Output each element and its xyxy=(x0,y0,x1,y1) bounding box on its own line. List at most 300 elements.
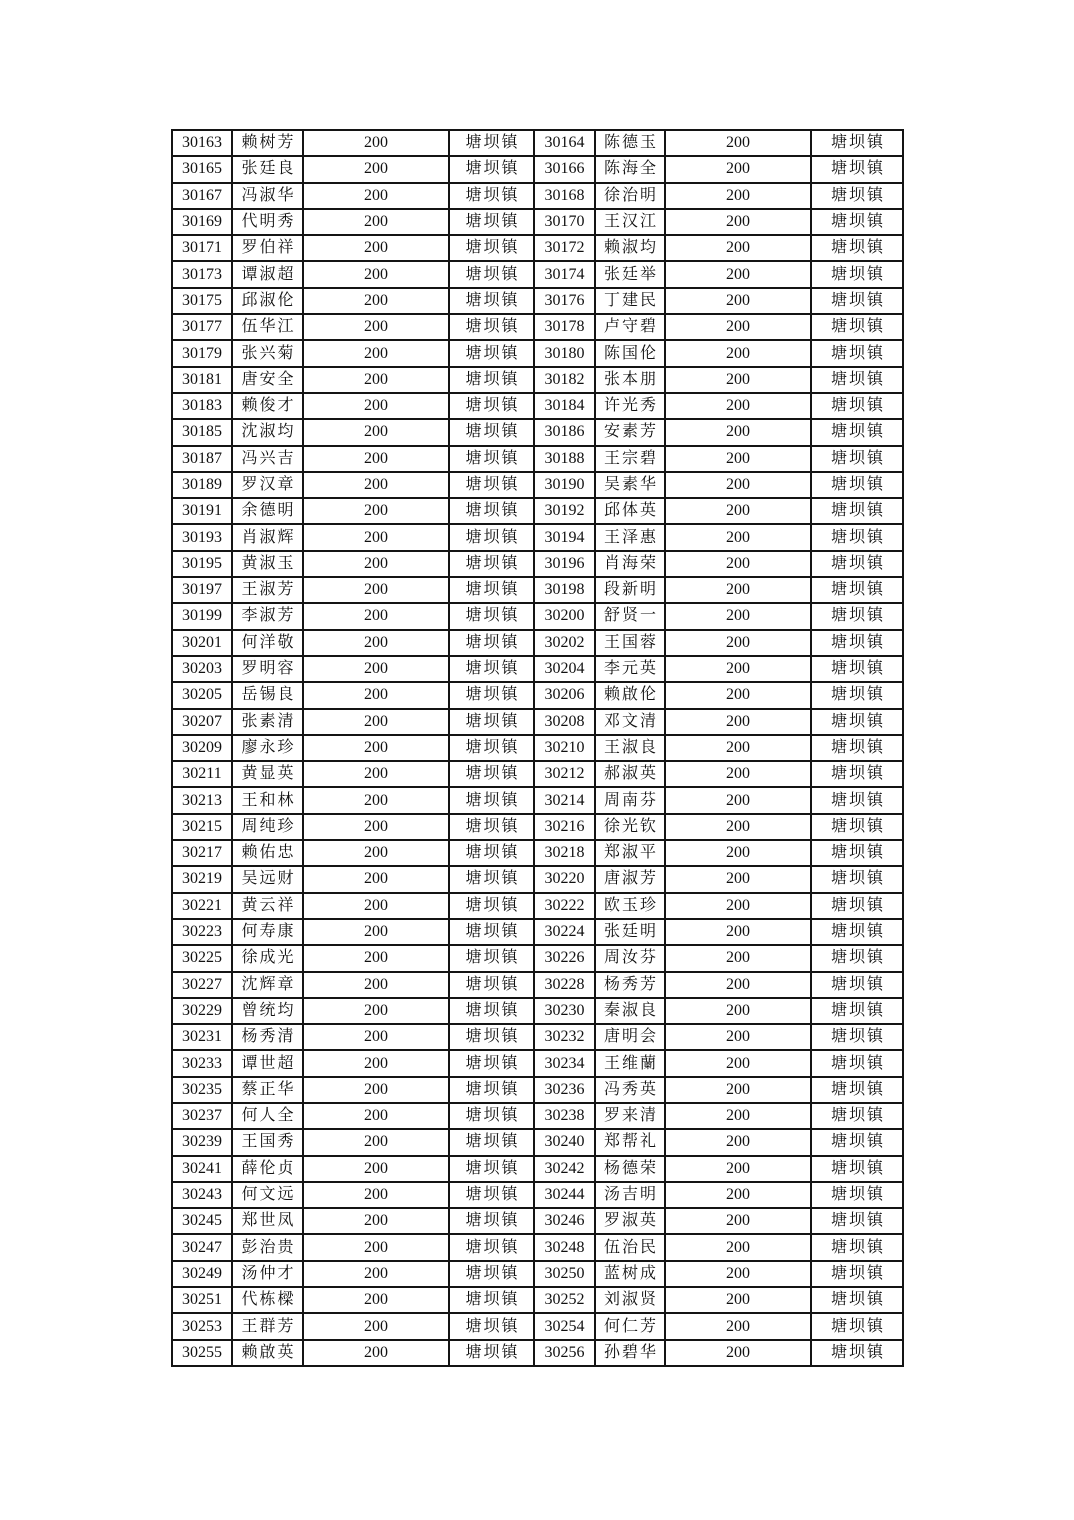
amount-cell: 200 xyxy=(665,1050,811,1076)
town-cell: 塘坝镇 xyxy=(811,945,903,971)
name-cell: 吴远财 xyxy=(232,866,303,892)
id-cell: 30213 xyxy=(172,787,232,813)
town-cell: 塘坝镇 xyxy=(449,1103,534,1129)
name-cell: 杨德荣 xyxy=(595,1156,665,1182)
name-cell: 罗伯祥 xyxy=(232,235,303,261)
amount-cell: 200 xyxy=(303,156,449,182)
name-cell: 杨秀清 xyxy=(232,1024,303,1050)
name-cell: 吴素华 xyxy=(595,472,665,498)
name-cell: 陈国伦 xyxy=(595,340,665,366)
name-cell: 王国蓉 xyxy=(595,630,665,656)
town-cell: 塘坝镇 xyxy=(449,209,534,235)
town-cell: 塘坝镇 xyxy=(811,866,903,892)
id-cell: 30239 xyxy=(172,1129,232,1155)
amount-cell: 200 xyxy=(665,1340,811,1366)
amount-cell: 200 xyxy=(303,261,449,287)
id-cell: 30186 xyxy=(534,419,595,445)
table-row xyxy=(172,183,903,209)
amount-cell: 200 xyxy=(303,1129,449,1155)
id-cell: 30177 xyxy=(172,314,232,340)
name-cell: 邱淑伦 xyxy=(232,288,303,314)
table-row xyxy=(172,840,903,866)
amount-cell: 200 xyxy=(303,340,449,366)
name-cell: 安素芳 xyxy=(595,419,665,445)
amount-cell: 200 xyxy=(665,235,811,261)
town-cell: 塘坝镇 xyxy=(449,1182,534,1208)
amount-cell: 200 xyxy=(303,314,449,340)
id-cell: 30253 xyxy=(172,1313,232,1339)
id-cell: 30198 xyxy=(534,577,595,603)
table-row xyxy=(172,787,903,813)
name-cell: 何寿康 xyxy=(232,919,303,945)
name-cell: 廖永珍 xyxy=(232,735,303,761)
town-cell: 塘坝镇 xyxy=(811,998,903,1024)
name-cell: 郝淑英 xyxy=(595,761,665,787)
name-cell: 冯秀英 xyxy=(595,1077,665,1103)
table-row xyxy=(172,1024,903,1050)
name-cell: 汤吉明 xyxy=(595,1182,665,1208)
amount-cell: 200 xyxy=(665,893,811,919)
town-cell: 塘坝镇 xyxy=(811,1261,903,1287)
amount-cell: 200 xyxy=(665,1156,811,1182)
town-cell: 塘坝镇 xyxy=(811,1340,903,1366)
id-cell: 30173 xyxy=(172,261,232,287)
amount-cell: 200 xyxy=(665,814,811,840)
town-cell: 塘坝镇 xyxy=(811,972,903,998)
amount-cell: 200 xyxy=(665,1077,811,1103)
amount-cell: 200 xyxy=(303,1156,449,1182)
name-cell: 刘淑贤 xyxy=(595,1287,665,1313)
town-cell: 塘坝镇 xyxy=(449,945,534,971)
town-cell: 塘坝镇 xyxy=(449,340,534,366)
id-cell: 30192 xyxy=(534,498,595,524)
table-row xyxy=(172,446,903,472)
id-cell: 30178 xyxy=(534,314,595,340)
id-cell: 30202 xyxy=(534,630,595,656)
table-row xyxy=(172,367,903,393)
amount-cell: 200 xyxy=(665,866,811,892)
town-cell: 塘坝镇 xyxy=(449,682,534,708)
id-cell: 30166 xyxy=(534,156,595,182)
name-cell: 肖海荣 xyxy=(595,551,665,577)
name-cell: 王汉江 xyxy=(595,209,665,235)
amount-cell: 200 xyxy=(303,288,449,314)
id-cell: 30209 xyxy=(172,735,232,761)
town-cell: 塘坝镇 xyxy=(449,814,534,840)
id-cell: 30167 xyxy=(172,183,232,209)
name-cell: 代栋樑 xyxy=(232,1287,303,1313)
town-cell: 塘坝镇 xyxy=(811,551,903,577)
name-cell: 余德明 xyxy=(232,498,303,524)
name-cell: 罗明容 xyxy=(232,656,303,682)
name-cell: 杨秀芳 xyxy=(595,972,665,998)
town-cell: 塘坝镇 xyxy=(449,314,534,340)
town-cell: 塘坝镇 xyxy=(811,1129,903,1155)
amount-cell: 200 xyxy=(665,130,811,156)
town-cell: 塘坝镇 xyxy=(811,709,903,735)
name-cell: 王宗碧 xyxy=(595,446,665,472)
town-cell: 塘坝镇 xyxy=(449,972,534,998)
amount-cell: 200 xyxy=(665,998,811,1024)
amount-cell: 200 xyxy=(665,1129,811,1155)
id-cell: 30164 xyxy=(534,130,595,156)
name-cell: 唐明会 xyxy=(595,1024,665,1050)
amount-cell: 200 xyxy=(665,735,811,761)
amount-cell: 200 xyxy=(303,1287,449,1313)
id-cell: 30215 xyxy=(172,814,232,840)
town-cell: 塘坝镇 xyxy=(449,1261,534,1287)
name-cell: 邓文清 xyxy=(595,709,665,735)
town-cell: 塘坝镇 xyxy=(811,814,903,840)
table-row xyxy=(172,551,903,577)
id-cell: 30200 xyxy=(534,603,595,629)
id-cell: 30250 xyxy=(534,1261,595,1287)
name-cell: 沈辉章 xyxy=(232,972,303,998)
id-cell: 30234 xyxy=(534,1050,595,1076)
amount-cell: 200 xyxy=(303,1050,449,1076)
table-row xyxy=(172,1313,903,1339)
amount-cell: 200 xyxy=(303,1024,449,1050)
amount-cell: 200 xyxy=(303,1313,449,1339)
town-cell: 塘坝镇 xyxy=(449,787,534,813)
id-cell: 30168 xyxy=(534,183,595,209)
amount-cell: 200 xyxy=(303,919,449,945)
amount-cell: 200 xyxy=(665,1261,811,1287)
amount-cell: 200 xyxy=(303,1340,449,1366)
town-cell: 塘坝镇 xyxy=(449,630,534,656)
id-cell: 30252 xyxy=(534,1287,595,1313)
amount-cell: 200 xyxy=(303,893,449,919)
id-cell: 30182 xyxy=(534,367,595,393)
table-row xyxy=(172,1103,903,1129)
amount-cell: 200 xyxy=(665,577,811,603)
table-row xyxy=(172,498,903,524)
table-row xyxy=(172,972,903,998)
table-row xyxy=(172,709,903,735)
id-cell: 30189 xyxy=(172,472,232,498)
id-cell: 30254 xyxy=(534,1313,595,1339)
table-row xyxy=(172,682,903,708)
id-cell: 30232 xyxy=(534,1024,595,1050)
name-cell: 伍华江 xyxy=(232,314,303,340)
town-cell: 塘坝镇 xyxy=(811,787,903,813)
town-cell: 塘坝镇 xyxy=(449,1129,534,1155)
amount-cell: 200 xyxy=(665,393,811,419)
town-cell: 塘坝镇 xyxy=(449,367,534,393)
name-cell: 赖啟伦 xyxy=(595,682,665,708)
name-cell: 周南芬 xyxy=(595,787,665,813)
table-row xyxy=(172,340,903,366)
name-cell: 陈海全 xyxy=(595,156,665,182)
town-cell: 塘坝镇 xyxy=(449,1050,534,1076)
town-cell: 塘坝镇 xyxy=(449,866,534,892)
town-cell: 塘坝镇 xyxy=(811,577,903,603)
amount-cell: 200 xyxy=(303,840,449,866)
town-cell: 塘坝镇 xyxy=(811,1077,903,1103)
amount-cell: 200 xyxy=(303,235,449,261)
town-cell: 塘坝镇 xyxy=(449,603,534,629)
town-cell: 塘坝镇 xyxy=(811,393,903,419)
id-cell: 30191 xyxy=(172,498,232,524)
id-cell: 30225 xyxy=(172,945,232,971)
name-cell: 张素清 xyxy=(232,709,303,735)
id-cell: 30222 xyxy=(534,893,595,919)
amount-cell: 200 xyxy=(665,840,811,866)
name-cell: 沈淑均 xyxy=(232,419,303,445)
table-row xyxy=(172,393,903,419)
id-cell: 30226 xyxy=(534,945,595,971)
name-cell: 陈德玉 xyxy=(595,130,665,156)
town-cell: 塘坝镇 xyxy=(449,1313,534,1339)
table-row xyxy=(172,919,903,945)
amount-cell: 200 xyxy=(303,551,449,577)
name-cell: 赖树芳 xyxy=(232,130,303,156)
town-cell: 塘坝镇 xyxy=(449,1208,534,1234)
amount-cell: 200 xyxy=(665,1287,811,1313)
name-cell: 卢守碧 xyxy=(595,314,665,340)
town-cell: 塘坝镇 xyxy=(449,551,534,577)
amount-cell: 200 xyxy=(665,1313,811,1339)
table-row xyxy=(172,156,903,182)
name-cell: 邱体英 xyxy=(595,498,665,524)
name-cell: 王维蘭 xyxy=(595,1050,665,1076)
town-cell: 塘坝镇 xyxy=(811,498,903,524)
id-cell: 30229 xyxy=(172,998,232,1024)
name-cell: 王淑良 xyxy=(595,735,665,761)
id-cell: 30251 xyxy=(172,1287,232,1313)
amount-cell: 200 xyxy=(303,709,449,735)
name-cell: 罗来清 xyxy=(595,1103,665,1129)
id-cell: 30244 xyxy=(534,1182,595,1208)
table-row xyxy=(172,814,903,840)
town-cell: 塘坝镇 xyxy=(811,314,903,340)
id-cell: 30246 xyxy=(534,1208,595,1234)
table-row xyxy=(172,866,903,892)
town-cell: 塘坝镇 xyxy=(449,130,534,156)
amount-cell: 200 xyxy=(303,630,449,656)
name-cell: 罗淑英 xyxy=(595,1208,665,1234)
town-cell: 塘坝镇 xyxy=(449,840,534,866)
id-cell: 30179 xyxy=(172,340,232,366)
town-cell: 塘坝镇 xyxy=(811,656,903,682)
town-cell: 塘坝镇 xyxy=(449,472,534,498)
table-row xyxy=(172,893,903,919)
amount-cell: 200 xyxy=(665,367,811,393)
id-cell: 30197 xyxy=(172,577,232,603)
amount-cell: 200 xyxy=(665,1103,811,1129)
town-cell: 塘坝镇 xyxy=(449,393,534,419)
id-cell: 30181 xyxy=(172,367,232,393)
id-cell: 30210 xyxy=(534,735,595,761)
id-cell: 30240 xyxy=(534,1129,595,1155)
table-row xyxy=(172,945,903,971)
name-cell: 唐安全 xyxy=(232,367,303,393)
amount-cell: 200 xyxy=(665,709,811,735)
town-cell: 塘坝镇 xyxy=(811,524,903,550)
amount-cell: 200 xyxy=(665,209,811,235)
amount-cell: 200 xyxy=(665,656,811,682)
amount-cell: 200 xyxy=(303,1077,449,1103)
name-cell: 赖俊才 xyxy=(232,393,303,419)
amount-cell: 200 xyxy=(303,787,449,813)
amount-cell: 200 xyxy=(303,472,449,498)
id-cell: 30201 xyxy=(172,630,232,656)
table-row xyxy=(172,419,903,445)
amount-cell: 200 xyxy=(665,1024,811,1050)
name-cell: 郑淑平 xyxy=(595,840,665,866)
id-cell: 30221 xyxy=(172,893,232,919)
table-row xyxy=(172,472,903,498)
town-cell: 塘坝镇 xyxy=(811,840,903,866)
table-row xyxy=(172,1156,903,1182)
town-cell: 塘坝镇 xyxy=(811,419,903,445)
table-row xyxy=(172,235,903,261)
town-cell: 塘坝镇 xyxy=(449,1077,534,1103)
name-cell: 王国秀 xyxy=(232,1129,303,1155)
id-cell: 30236 xyxy=(534,1077,595,1103)
name-cell: 冯淑华 xyxy=(232,183,303,209)
name-cell: 冯兴吉 xyxy=(232,446,303,472)
id-cell: 30220 xyxy=(534,866,595,892)
id-cell: 30194 xyxy=(534,524,595,550)
beneficiary-table-body xyxy=(172,130,903,1366)
town-cell: 塘坝镇 xyxy=(449,235,534,261)
amount-cell: 200 xyxy=(303,1182,449,1208)
town-cell: 塘坝镇 xyxy=(811,735,903,761)
amount-cell: 200 xyxy=(665,682,811,708)
town-cell: 塘坝镇 xyxy=(811,919,903,945)
id-cell: 30230 xyxy=(534,998,595,1024)
id-cell: 30217 xyxy=(172,840,232,866)
town-cell: 塘坝镇 xyxy=(449,183,534,209)
town-cell: 塘坝镇 xyxy=(811,893,903,919)
table-row xyxy=(172,261,903,287)
amount-cell: 200 xyxy=(665,288,811,314)
town-cell: 塘坝镇 xyxy=(811,209,903,235)
name-cell: 许光秀 xyxy=(595,393,665,419)
id-cell: 30238 xyxy=(534,1103,595,1129)
table-row xyxy=(172,998,903,1024)
town-cell: 塘坝镇 xyxy=(449,709,534,735)
name-cell: 肖淑辉 xyxy=(232,524,303,550)
id-cell: 30169 xyxy=(172,209,232,235)
id-cell: 30165 xyxy=(172,156,232,182)
name-cell: 李淑芳 xyxy=(232,603,303,629)
table-row xyxy=(172,288,903,314)
id-cell: 30175 xyxy=(172,288,232,314)
id-cell: 30242 xyxy=(534,1156,595,1182)
amount-cell: 200 xyxy=(303,603,449,629)
town-cell: 塘坝镇 xyxy=(449,1156,534,1182)
id-cell: 30233 xyxy=(172,1050,232,1076)
name-cell: 唐淑芳 xyxy=(595,866,665,892)
name-cell: 周纯珍 xyxy=(232,814,303,840)
id-cell: 30185 xyxy=(172,419,232,445)
name-cell: 李元英 xyxy=(595,656,665,682)
table-row xyxy=(172,630,903,656)
town-cell: 塘坝镇 xyxy=(811,183,903,209)
id-cell: 30255 xyxy=(172,1340,232,1366)
amount-cell: 200 xyxy=(665,551,811,577)
town-cell: 塘坝镇 xyxy=(811,340,903,366)
name-cell: 薛伦贞 xyxy=(232,1156,303,1182)
name-cell: 何人全 xyxy=(232,1103,303,1129)
name-cell: 岳锡良 xyxy=(232,682,303,708)
id-cell: 30170 xyxy=(534,209,595,235)
name-cell: 黄云祥 xyxy=(232,893,303,919)
name-cell: 何仁芳 xyxy=(595,1313,665,1339)
id-cell: 30228 xyxy=(534,972,595,998)
amount-cell: 200 xyxy=(665,446,811,472)
amount-cell: 200 xyxy=(303,945,449,971)
amount-cell: 200 xyxy=(303,577,449,603)
name-cell: 王淑芳 xyxy=(232,577,303,603)
name-cell: 秦淑良 xyxy=(595,998,665,1024)
table-row xyxy=(172,656,903,682)
town-cell: 塘坝镇 xyxy=(811,1313,903,1339)
town-cell: 塘坝镇 xyxy=(811,761,903,787)
name-cell: 黄显英 xyxy=(232,761,303,787)
amount-cell: 200 xyxy=(303,498,449,524)
name-cell: 汤仲才 xyxy=(232,1261,303,1287)
amount-cell: 200 xyxy=(665,945,811,971)
table-row xyxy=(172,1208,903,1234)
amount-cell: 200 xyxy=(665,972,811,998)
name-cell: 蓝树成 xyxy=(595,1261,665,1287)
name-cell: 赖淑均 xyxy=(595,235,665,261)
name-cell: 张廷举 xyxy=(595,261,665,287)
name-cell: 曾统均 xyxy=(232,998,303,1024)
id-cell: 30235 xyxy=(172,1077,232,1103)
amount-cell: 200 xyxy=(665,340,811,366)
amount-cell: 200 xyxy=(303,682,449,708)
amount-cell: 200 xyxy=(665,761,811,787)
town-cell: 塘坝镇 xyxy=(811,156,903,182)
name-cell: 郑世凤 xyxy=(232,1208,303,1234)
name-cell: 张兴菊 xyxy=(232,340,303,366)
name-cell: 欧玉珍 xyxy=(595,893,665,919)
town-cell: 塘坝镇 xyxy=(811,1208,903,1234)
town-cell: 塘坝镇 xyxy=(449,1234,534,1260)
id-cell: 30248 xyxy=(534,1234,595,1260)
name-cell: 张本朋 xyxy=(595,367,665,393)
id-cell: 30205 xyxy=(172,682,232,708)
amount-cell: 200 xyxy=(665,524,811,550)
id-cell: 30245 xyxy=(172,1208,232,1234)
table-row xyxy=(172,1287,903,1313)
name-cell: 徐治明 xyxy=(595,183,665,209)
id-cell: 30216 xyxy=(534,814,595,840)
town-cell: 塘坝镇 xyxy=(811,1024,903,1050)
id-cell: 30214 xyxy=(534,787,595,813)
id-cell: 30231 xyxy=(172,1024,232,1050)
amount-cell: 200 xyxy=(303,130,449,156)
id-cell: 30256 xyxy=(534,1340,595,1366)
town-cell: 塘坝镇 xyxy=(811,1287,903,1313)
town-cell: 塘坝镇 xyxy=(449,893,534,919)
id-cell: 30218 xyxy=(534,840,595,866)
amount-cell: 200 xyxy=(665,1182,811,1208)
town-cell: 塘坝镇 xyxy=(449,446,534,472)
amount-cell: 200 xyxy=(665,919,811,945)
id-cell: 30224 xyxy=(534,919,595,945)
id-cell: 30211 xyxy=(172,761,232,787)
amount-cell: 200 xyxy=(665,1208,811,1234)
town-cell: 塘坝镇 xyxy=(811,1182,903,1208)
table-row xyxy=(172,524,903,550)
table-row xyxy=(172,735,903,761)
amount-cell: 200 xyxy=(665,156,811,182)
